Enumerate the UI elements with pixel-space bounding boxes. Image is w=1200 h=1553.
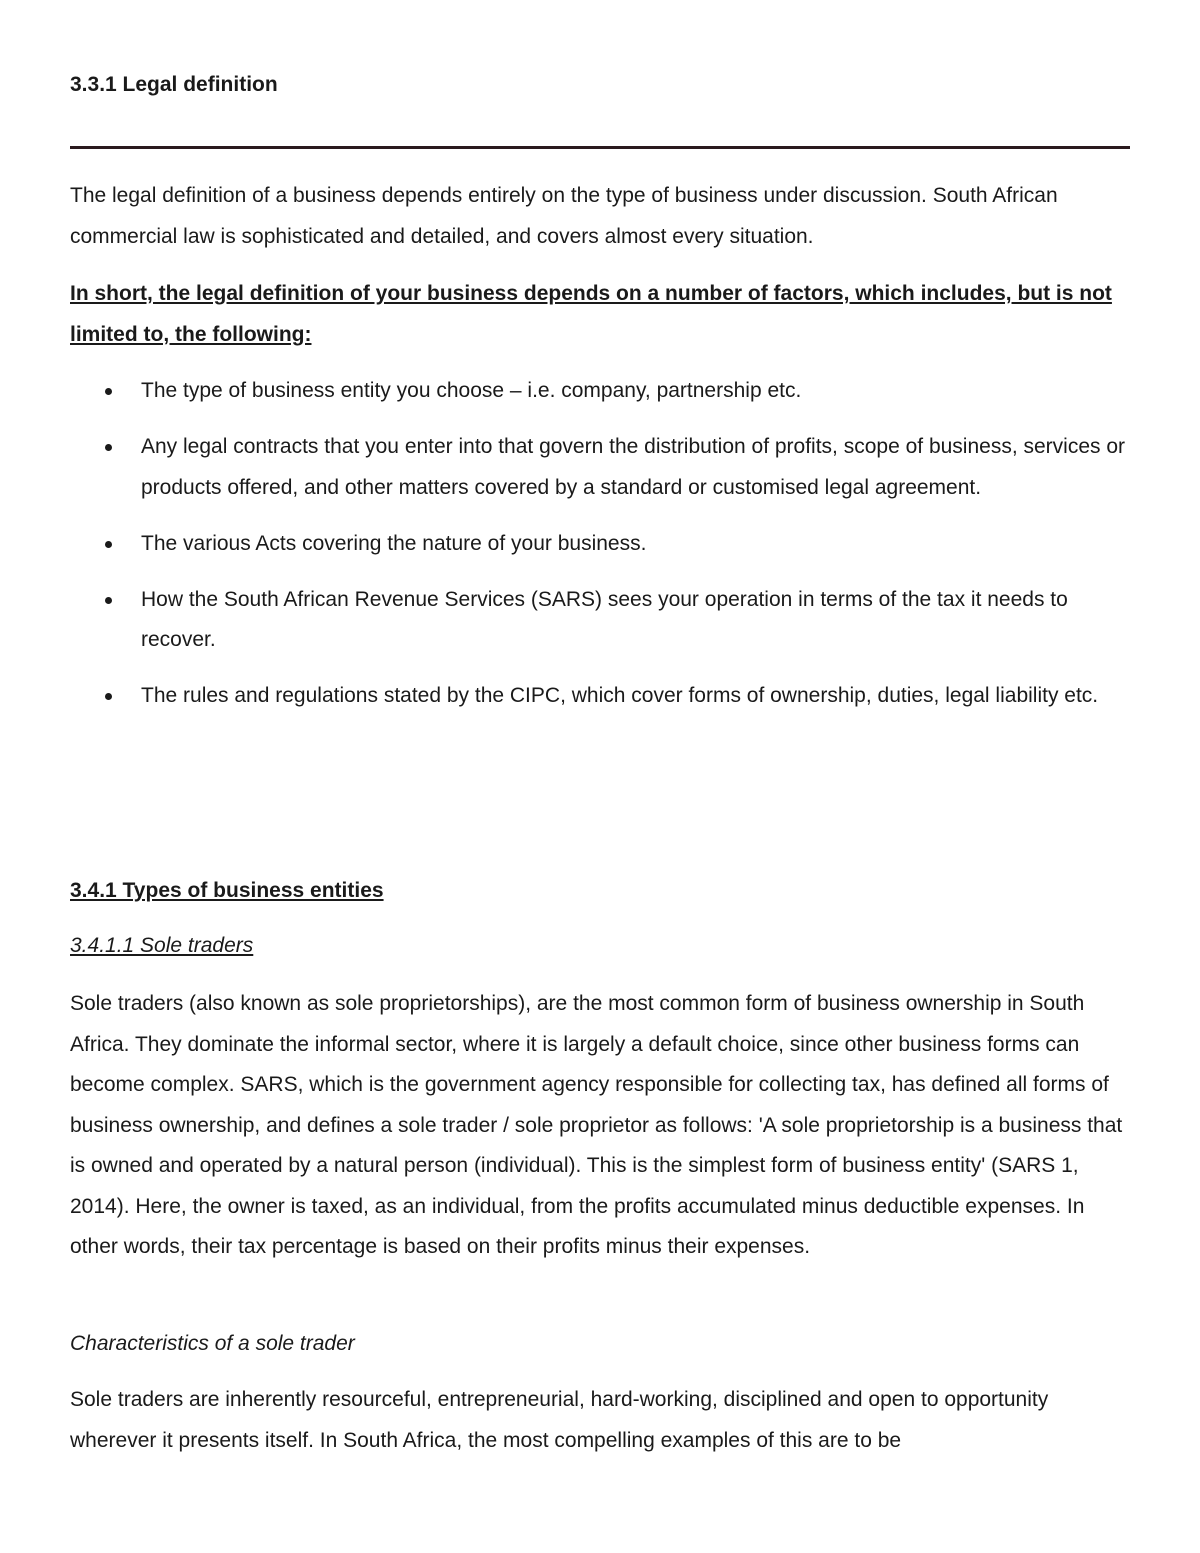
bullet-icon bbox=[105, 388, 112, 395]
bullet-icon bbox=[105, 597, 112, 604]
subsection-heading-sole-traders: 3.4.1.1 Sole traders bbox=[70, 934, 254, 957]
bullet-icon bbox=[105, 541, 112, 548]
characteristics-paragraph: Sole traders are inherently resourceful, entrepreneurial, hard-working, disciplined and open to opportunity wherever it presents itself. In South Africa, the most compelling examples of this are to be bbox=[70, 1388, 1049, 1452]
list-item-text: How the South African Revenue Services (SARS) sees your operation in terms of the tax it needs to recover. bbox=[141, 587, 1068, 651]
list-item bbox=[70, 524, 1130, 565]
list-item-text: The type of business entity you choose – i.e. company, partnership etc. bbox=[141, 379, 802, 402]
list-item bbox=[70, 427, 1130, 508]
intro-paragraph: The legal definition of a business depends entirely on the type of business under discussion. South African commercial law is sophisticated and detailed, and covers almost every situation. bbox=[70, 184, 1058, 248]
list-item-text: Any legal contracts that you enter into that govern the distribution of profits, scope of business, services or products offered, and other matters covered by a standard or customised legal agreement. bbox=[141, 435, 1126, 499]
list-item bbox=[70, 371, 1130, 412]
lead-statement: In short, the legal definition of your business depends on a number of factors, which includes, but is not limited to, the following: bbox=[70, 282, 1112, 346]
characteristics-heading: Characteristics of a sole trader bbox=[70, 1332, 355, 1355]
bullet-icon bbox=[105, 693, 112, 700]
section-heading-business-entities: 3.4.1 Types of business entities bbox=[70, 879, 384, 902]
sole-traders-paragraph: Sole traders (also known as sole proprietorships), are the most common form of business ownership in South Africa. They dominate the informal sector, where it is largely a default choice, since other business forms can become complex. SARS, which is the government agency responsible for collecting tax, has defined all forms of business ownership, and defines a sole trader / sole proprietor as follows: 'A sole proprietorship is a business that is owned and operated by a natural person (individual). This is the simplest form of business entity' (SARS 1, 2014). Here, the owner is taxed, as an individual, from the profits accumulated minus deductible expenses. In other words, their tax percentage is based on their profits minus their expenses. bbox=[70, 992, 1123, 1258]
list-item bbox=[70, 580, 1130, 661]
list-item-text: The various Acts covering the nature of your business. bbox=[141, 531, 647, 555]
factors-list bbox=[70, 371, 1130, 732]
horizontal-rule bbox=[70, 146, 1130, 149]
list-item bbox=[70, 676, 1130, 717]
list-item-text: The rules and regulations stated by the CIPC, which cover forms of ownership, duties, legal liability etc. bbox=[141, 684, 1099, 707]
bullet-icon bbox=[105, 444, 112, 451]
section-heading-legal-definition: 3.3.1 Legal definition bbox=[70, 73, 278, 96]
